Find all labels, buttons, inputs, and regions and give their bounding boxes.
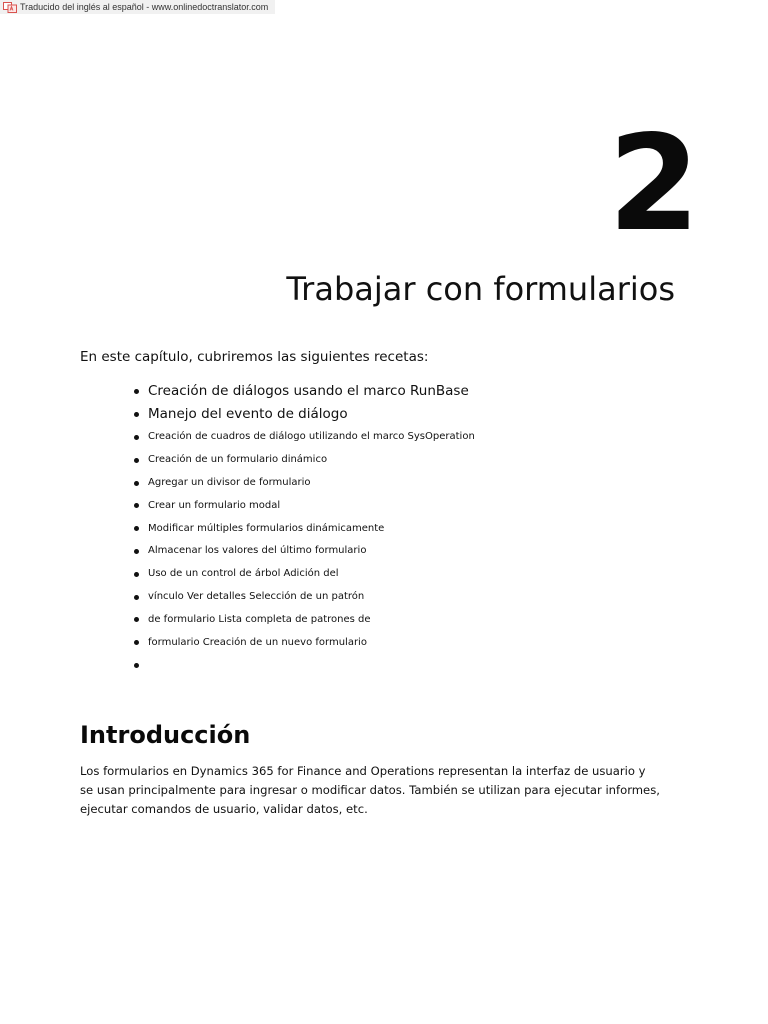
bullet-icon [134,481,139,486]
list-item [132,380,475,403]
list-item [132,608,475,631]
bullet-icon [134,595,139,600]
bullet-icon [134,526,139,531]
list-item [132,631,475,654]
list-item-text: Crear un formulario modal [148,499,281,511]
list-item-text: Creación de diálogos usando el marco RunBase [148,383,469,400]
bullet-icon [134,663,139,668]
chapter-number: 2 [608,107,696,261]
recipe-list [132,380,475,676]
list-item [132,403,475,426]
list-item-text: Almacenar los valores del último formulario [148,545,367,557]
translator-banner[interactable] [0,0,275,14]
list-item [132,585,475,608]
list-item [132,494,475,517]
bullet-icon [134,549,139,554]
translator-banner-text[interactable]: Traducido del inglés al español - www.onlinedoctranslator.com [20,2,269,12]
list-item [132,426,475,449]
list-item-text: Creación de cuadros de diálogo utilizando el marco SysOperation [148,431,475,443]
list-item-text: vínculo Ver detalles Selección de un patrón [148,591,365,603]
bullet-icon [134,389,139,394]
list-item [132,540,475,563]
translator-icon [3,2,17,13]
section-body: Los formularios en Dynamics 365 for Finance and Operations representan la interfaz de usuario y se usan principalmente para ingresar o modificar datos. También se utilizan para ejecutar informes, ejecutar comandos de usuario, validar datos, etc. [80,764,660,816]
bullet-icon [134,435,139,440]
section-heading: Introducción [80,721,251,749]
list-item-text: Agregar un divisor de formulario [148,477,311,489]
bullet-icon [134,617,139,622]
bullet-icon [134,412,139,417]
chapter-title: Trabajar con formularios [286,270,675,308]
bullet-icon [134,458,139,463]
list-item-text: de formulario Lista completa de patrones de [148,613,371,625]
list-item [132,471,475,494]
intro-text: En este capítulo, cubriremos las siguientes recetas: [80,349,429,365]
list-item-text: Uso de un control de árbol Adición del [148,568,339,580]
list-item [132,654,475,677]
list-item [132,448,475,471]
list-item-text: formulario Creación de un nuevo formulario [148,636,367,648]
list-item [132,517,475,540]
list-item [132,562,475,585]
list-item-text: Modificar múltiples formularios dinámicamente [148,522,385,534]
bullet-icon [134,572,139,577]
list-item-text: Manejo del evento de diálogo [148,406,348,423]
bullet-icon [134,503,139,508]
list-item-text: Creación de un formulario dinámico [148,454,328,466]
bullet-icon [134,640,139,645]
